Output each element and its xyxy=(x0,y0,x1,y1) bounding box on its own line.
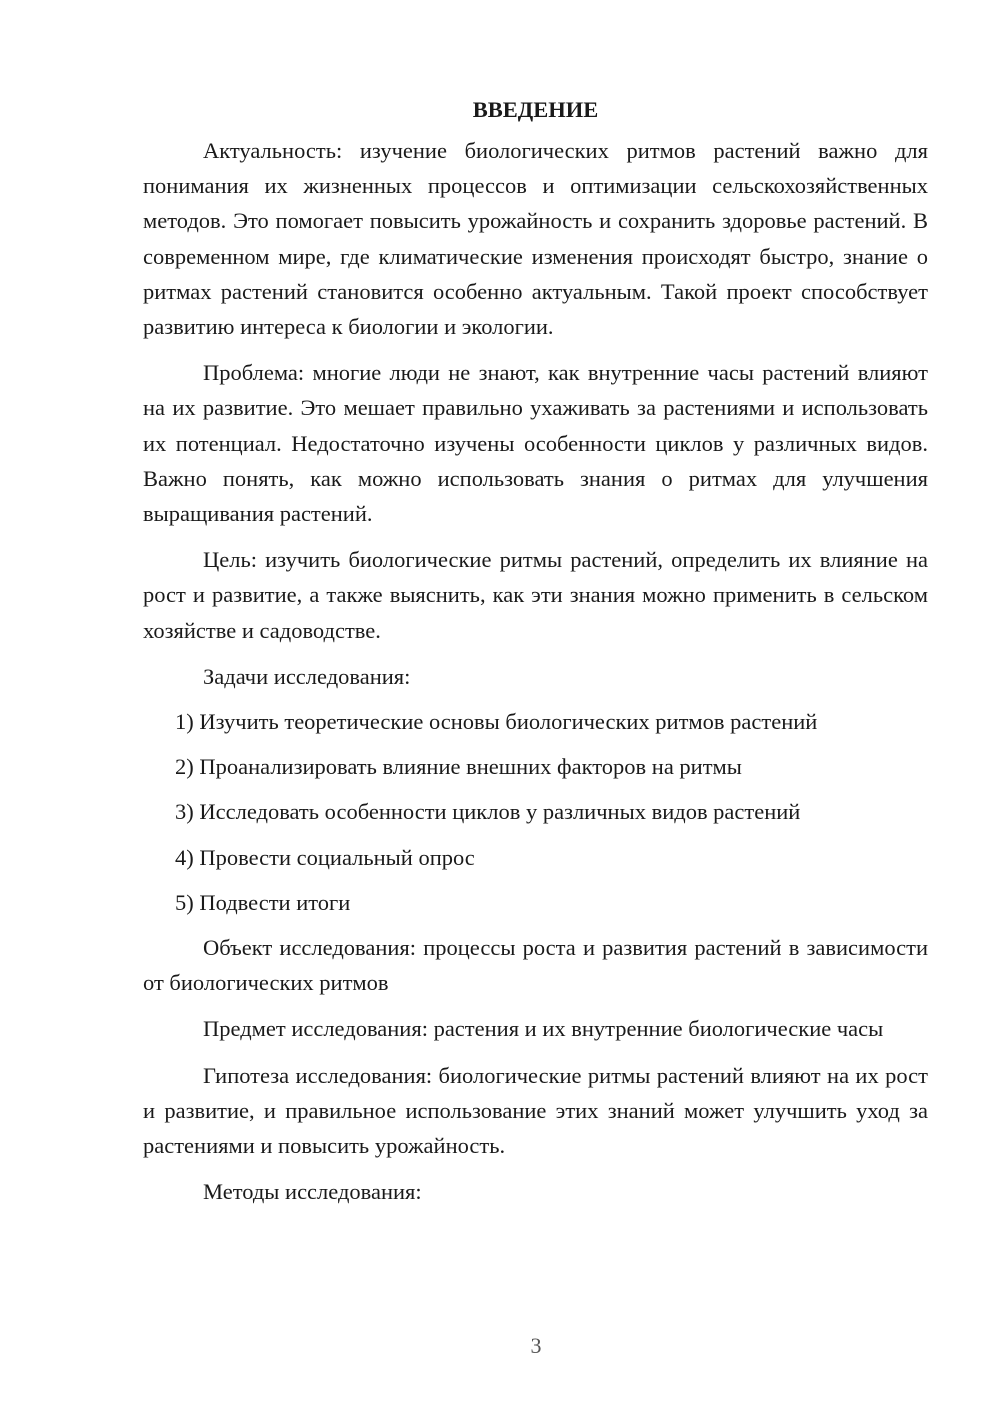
object-paragraph: Объект исследования: процессы роста и развития растений в зависимости от биологических ритмов xyxy=(143,935,928,996)
relevance-paragraph: Актуальность: изучение биологических ритмов растений важно для понимания их жизненных процессов и оптимизации сельскохозяйственных методов. Это помогает повысить урожайность и сохранить здоровье растений. В современном мире, где климатические изменения происходят быстро, знание о ритмах растений становится особенно актуальным. Такой проект способствует развитию интереса к биологии и экологии. xyxy=(143,138,928,340)
task-item: 4) Провести социальный опрос xyxy=(175,844,475,870)
tasks-list xyxy=(143,704,928,920)
goal-paragraph: Цель: изучить биологические ритмы растений, определить их влияние на рост и развитие, а также выяснить, как эти знания можно применить в сельском хозяйстве и садоводстве. xyxy=(143,547,928,643)
document-page xyxy=(143,92,928,1219)
page-number: 3 xyxy=(530,1333,542,1358)
task-item: 1) Изучить теоретические основы биологических ритмов растений xyxy=(175,709,818,735)
page-title: ВВЕДЕНИЕ xyxy=(472,97,599,122)
problem-paragraph: Проблема: многие люди не знают, как внутренние часы растений влияют на их развитие. Это мешает правильно ухаживать за растениями и использовать их потенциал. Недостаточно изучены особенности циклов у различных видов. Важно понять, как можно использовать знания о ритмах для улучшения выращивания растений. xyxy=(143,360,928,527)
task-item: 2) Проанализировать влияние внешних факторов на ритмы xyxy=(175,754,742,780)
hypothesis-paragraph: Гипотеза исследования: биологические ритмы растений влияют на их рост и развитие, и правильное использование этих знаний может улучшить уход за растениями и повысить урожайность. xyxy=(143,1062,928,1159)
tasks-heading: Задачи исследования: xyxy=(203,663,411,689)
task-item: 3) Исследовать особенности циклов у различных видов растений xyxy=(175,799,801,825)
task-item: 5) Подвести итоги xyxy=(175,889,351,915)
methods-heading: Методы исследования: xyxy=(203,1179,422,1205)
subject-paragraph: Предмет исследования: растения и их внутренние биологические часы xyxy=(203,1016,884,1042)
